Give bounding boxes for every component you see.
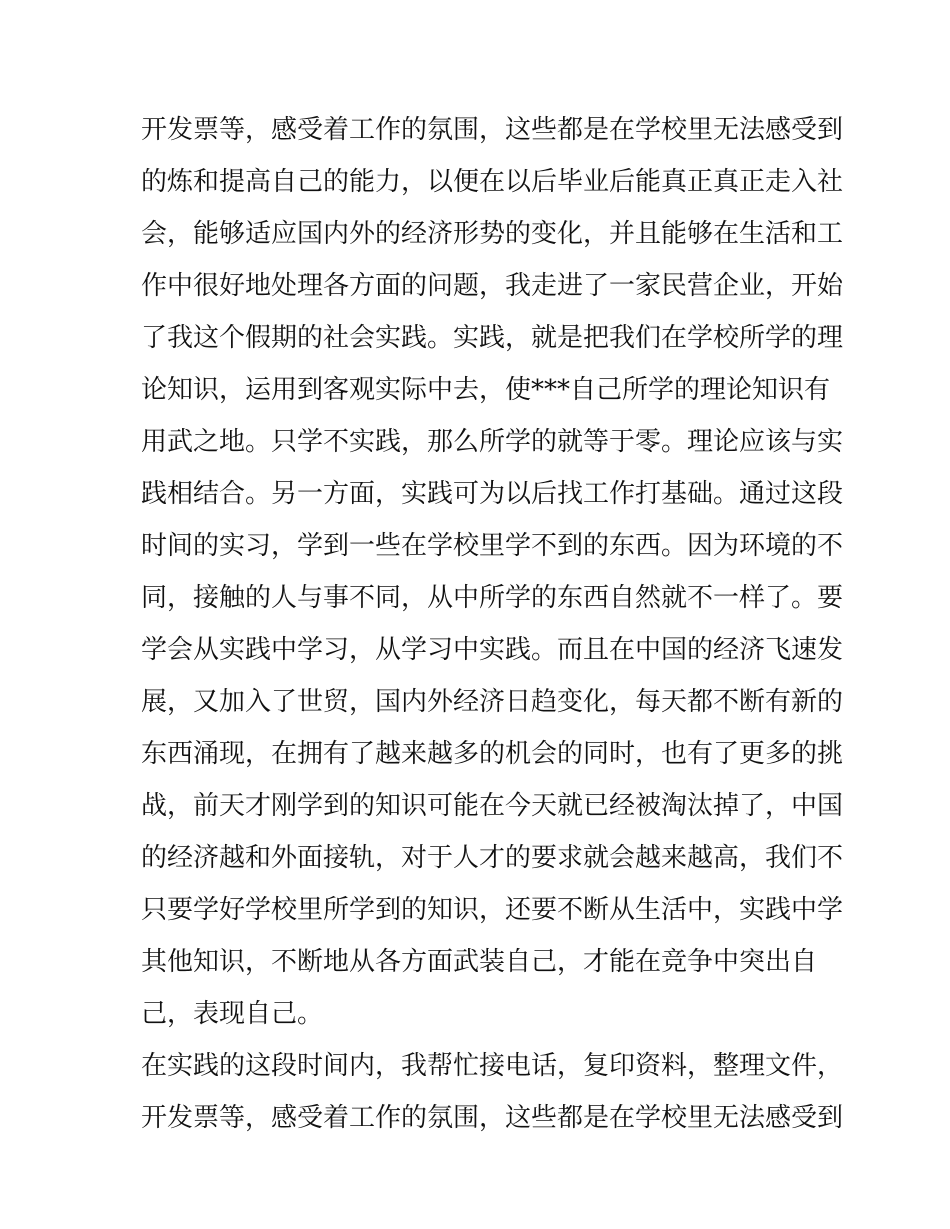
text-line: 践相结合。另一方面，实践可为以后找工作打基础。通过这段 (141, 479, 844, 509)
text-line: 的经济越和外面接轨，对于人才的要求就会越来越高，我们不 (141, 843, 844, 873)
text-line: 作中很好地处理各方面的问题，我走进了一家民营企业，开始 (141, 271, 844, 301)
text-line: 时间的实习，学到一些在学校里学不到的东西。因为环境的不 (141, 531, 844, 561)
text-line: 学会从实践中学习，从学习中实践。而且在中国的经济飞速发 (141, 635, 844, 665)
text-line: 只要学好学校里所学到的知识，还要不断从生活中，实践中学 (141, 895, 844, 925)
text-line: 的炼和提高自己的能力，以便在以后毕业后能真正真正走入社 (141, 167, 844, 197)
text-line: 会，能够适应国内外的经济形势的变化，并且能够在生活和工 (141, 219, 844, 249)
body-text (141, 110, 844, 1150)
text-line: 东西涌现，在拥有了越来越多的机会的同时，也有了更多的挑 (141, 739, 844, 769)
text-line: 在实践的这段时间内，我帮忙接电话，复印资料，整理文件， (141, 1051, 844, 1081)
text-line: 论知识，运用到客观实际中去，使***自己所学的理论知识有 (141, 375, 831, 405)
text-line: 同，接触的人与事不同，从中所学的东西自然就不一样了。要 (141, 583, 844, 613)
text-line: 战，前天才刚学到的知识可能在今天就已经被淘汰掉了，中国 (141, 791, 844, 821)
text-line: 用武之地。只学不实践，那么所学的就等于零。理论应该与实 (141, 427, 844, 457)
text-line: 了我这个假期的社会实践。实践，就是把我们在学校所学的理 (141, 323, 844, 353)
text-line: 开发票等，感受着工作的氛围，这些都是在学校里无法感受到 (141, 1103, 844, 1133)
text-line: 其他知识，不断地从各方面武装自己，才能在竞争中突出自 (141, 947, 818, 977)
text-line: 展，又加入了世贸，国内外经济日趋变化，每天都不断有新的 (141, 687, 844, 717)
text-line: 己，表现自己。 (141, 999, 324, 1029)
text-line: 开发票等，感受着工作的氛围，这些都是在学校里无法感受到 (141, 115, 844, 145)
